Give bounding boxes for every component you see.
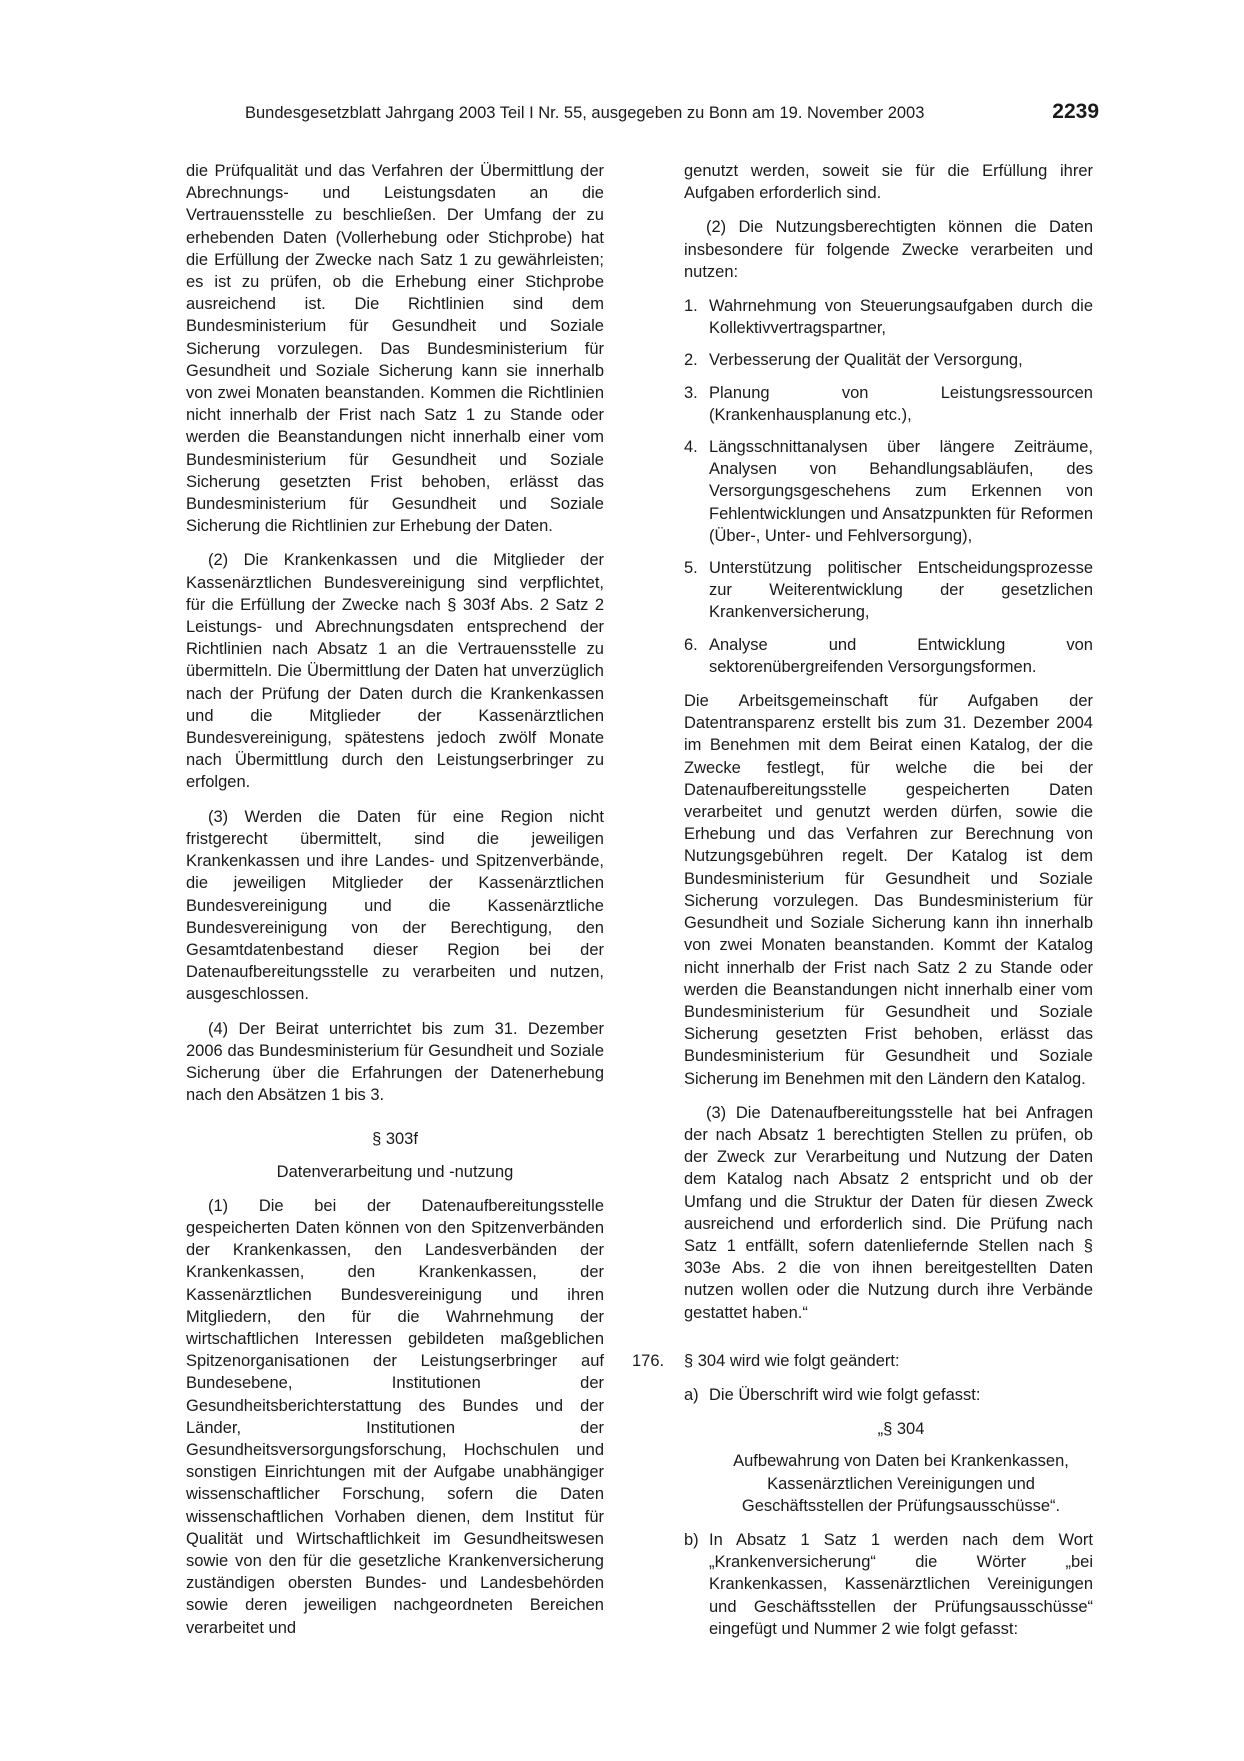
amendment-number: 176. bbox=[632, 1351, 665, 1370]
list-item-text: Verbesserung der Qualität der Versorgung, bbox=[709, 351, 1023, 370]
list-item-text: Planung von Leistungsressourcen (Krankenhausplanung etc.), bbox=[709, 383, 1093, 424]
right-column bbox=[632, 160, 1093, 1652]
paragraph: die Prüfqualität und das Verfahren der Übermittlung der Abrechnungs- und Leistungsdaten an die Vertrauensstelle zu beschließen. Der Umfang der zu erhebenden Daten (Vollerhebung oder Stichprobe) hat die Erfüllung der Zwecke nach Satz 1 zu gewährleisten; es ist zu prüfen, ob die Erhebung einer Stichprobe ausreichend ist. Die Richtlinien sind dem Bundesministerium für Gesundheit und Soziale Sicherung vorzulegen. Das Bundesministerium für Gesundheit und Soziale Sicherung kann sie innerhalb von zwei Monaten beanstanden. Kommen die Richtlinien nicht innerhalb der Frist nach Satz 1 zu Stande oder werden die Beanstandungen nicht innerhalb einer vom Bundesministerium für Gesundheit und Soziale Sicherung gesetzten Frist behoben, erlässt das Bundesministerium für Gesundheit und Soziale Sicherung die Richtlinien zur Erhebung der Daten. bbox=[186, 162, 604, 536]
list-item bbox=[684, 295, 1093, 339]
list-item-text: Längsschnittanalysen über längere Zeiträume, Analysen von Behandlungsabläufen, des Versorgungsgeschehens zum Erkennen von Fehlentwicklungen und Ansatzpunkten für Reformen (Über-, Unter- und Fehlversorgung), bbox=[709, 438, 1093, 545]
amendment-176 bbox=[632, 1350, 1093, 1640]
purpose-list bbox=[684, 295, 1093, 678]
paragraph: Die Arbeitsgemeinschaft für Aufgaben der Datentransparenz erstellt bis zum 31. Dezember 2004 im Benehmen mit dem Beirat einen Katalog, der die Zwecke festlegt, für welche die bei der Datenaufbereitungsstelle gespeicherten Daten verarbeitet und genutzt werden dürfen, sowie die Erhebung und das Verfahren zur Berechnung von Nutzungsgebühren regelt. Der Katalog ist dem Bundesministerium für Gesundheit und Soziale Sicherung vorzulegen. Das Bundesministerium für Gesundheit und Soziale Sicherung kann ihn innerhalb von zwei Monaten beanstanden. Kommt der Katalog nicht innerhalb der Frist nach Satz 2 zu Stande oder werden die Beanstandungen nicht innerhalb einer vom Bundesministerium für Gesundheit und Soziale Sicherung gesetzten Frist behoben, erlässt das Bundesministerium für Gesundheit und Soziale Sicherung im Benehmen mit den Ländern den Katalog. bbox=[684, 692, 1093, 1088]
paragraph: (2) Die Krankenkassen und die Mitglieder der Kassenärztlichen Bundesvereinigung sind verpflichtet, für die Erfüllung der Zwecke nach § 303f Abs. 2 Satz 2 Leistungs- und Abrechnungsdaten entsprechend der Richtlinien nach Absatz 1 an die Vertrauensstelle zu übermitteln. Die Übermittlung der Daten hat unverzüglich nach der Prüfung der Daten durch die Krankenkassen und die Mitglieder der Kassenärztlichen Bundesvereinigung, spätestens jedoch zwölf Monate nach Übermittlung durch den Leistungserbringer zu erfolgen. bbox=[186, 551, 604, 792]
sub-item-label: b) bbox=[684, 1530, 699, 1549]
sub-item-b bbox=[684, 1529, 1093, 1640]
list-item-number: 3. bbox=[684, 383, 698, 402]
list-item bbox=[684, 557, 1093, 624]
list-item-number: 4. bbox=[684, 438, 698, 457]
sub-item-label: a) bbox=[684, 1385, 699, 1404]
list-item-number: 5. bbox=[684, 559, 698, 578]
sub-item-text: In Absatz 1 Satz 1 werden nach dem Wort „Krankenversicherung“ die Wörter „bei Krankenkassen, Kassenärztlichen Vereinigungen und Geschäftsstellen der Prüfungsausschüsse“ eingefügt und Nummer 2 wie folgt gefasst: bbox=[709, 1530, 1093, 1638]
list-item-number: 1. bbox=[684, 297, 698, 316]
section-number: § 303f bbox=[372, 1130, 418, 1149]
page-header bbox=[0, 100, 1244, 130]
list-item-text: Analyse und Entwicklung von sektorenübergreifenden Versorgungsformen. bbox=[709, 635, 1093, 676]
left-column bbox=[186, 160, 604, 1651]
header-title: Bundesgesetzblatt Jahrgang 2003 Teil I Nr. 55, ausgegeben zu Bonn am 19. November 2003 bbox=[245, 104, 925, 122]
amendment-text: § 304 wird wie folgt geändert: bbox=[684, 1351, 900, 1370]
list-item bbox=[684, 349, 1093, 371]
quoted-section-number: „§ 304 bbox=[877, 1420, 925, 1439]
sub-item-text: Die Überschrift wird wie folgt gefasst: bbox=[709, 1385, 981, 1404]
list-item-text: Wahrnehmung von Steuerungsaufgaben durch die Kollektivvertragspartner, bbox=[709, 297, 1093, 338]
paragraph: (1) Die bei der Datenaufbereitungsstelle gespeicherten Daten können von den Spitzenverbänden der Krankenkassen, den Landesverbänden der Krankenkassen, den Krankenkassen, der Kassenärztlichen Bundesvereinigung und ihren Mitgliedern, den für die Wahrnehmung der wirtschaftlichen Interessen gebildeten maßgeblichen Spitzenorganisationen der Leistungserbringer auf Bundesebene, Institutionen der Gesundheitsberichterstattung des Bundes und der Länder, Institutionen der Gesundheitsversorgungsforschung, Hochschulen und sonstigen Einrichtungen mit der Aufgabe unabhängiger wissenschaftlicher Forschung, sofern die Daten wissenschaftlichen Vorhaben dienen, dem Institut für Qualität und Wirtschaftlichkeit im Gesundheitswesen sowie von den für die gesetzliche Krankenversicherung zuständigen obersten Bundes- und Landesbehörden sowie deren jeweiligen nachgeordneten Bereichen verarbeitet und bbox=[186, 1196, 604, 1637]
list-item bbox=[684, 382, 1093, 426]
list-item-number: 2. bbox=[684, 351, 698, 370]
section-title: Datenverarbeitung und -nutzung bbox=[276, 1162, 514, 1181]
list-item-text: Unterstützung politischer Entscheidungsprozesse zur Weiterentwicklung der gesetzlichen Krankenversicherung, bbox=[709, 559, 1093, 622]
list-item bbox=[684, 436, 1093, 547]
sub-item-a bbox=[684, 1384, 1093, 1406]
paragraph: (3) Werden die Daten für eine Region nicht fristgerecht übermittelt, sind die jeweiligen Krankenkassen und ihre Landes- und Spitzenverbände, die jeweiligen Mitglieder der Kassenärztlichen Bundesvereinigung und die Kassenärztliche Bundesvereinigung von der Berechtigung, den Gesamtdatenbestand dieser Region bei der Datenaufbereitungsstelle zu verarbeiten und nutzen, ausgeschlossen. bbox=[186, 807, 604, 1004]
paragraph: (3) Die Datenaufbereitungsstelle hat bei Anfragen der nach Absatz 1 berechtigten Stellen zu prüfen, ob der Zweck zur Verarbeitung und Nutzung der Daten dem Katalog nach Absatz 2 entspricht und ob der Umfang und die Struktur der Daten für diesen Zweck ausreichend und erforderlich sind. Die Prüfung nach Satz 1 entfällt, sofern datenliefernde Stellen nach § 303e Abs. 2 die von ihnen bereitgestellten Daten nutzen wollen oder die Nutzung durch ihre Verbände gestattet haben.“ bbox=[684, 1103, 1093, 1322]
paragraph: genutzt werden, soweit sie für die Erfüllung ihrer Aufgaben erforderlich sind. bbox=[684, 162, 1093, 203]
paragraph: (4) Der Beirat unterrichtet bis zum 31. Dezember 2006 das Bundesministerium für Gesundheit und Soziale Sicherung über die Erfahrungen der Datenerhebung nach den Absätzen 1 bis 3. bbox=[186, 1019, 604, 1105]
list-item-number: 6. bbox=[684, 635, 698, 654]
page-number: 2239 bbox=[1052, 100, 1099, 123]
quoted-section-title: Aufbewahrung von Daten bei Krankenkassen, Kassenärztlichen Vereinigungen und Geschäftsstellen der Prüfungsausschüsse“. bbox=[733, 1452, 1069, 1515]
list-item bbox=[684, 634, 1093, 678]
paragraph: (2) Die Nutzungsberechtigten können die Daten insbesondere für folgende Zwecke verarbeiten und nutzen: bbox=[684, 218, 1093, 281]
